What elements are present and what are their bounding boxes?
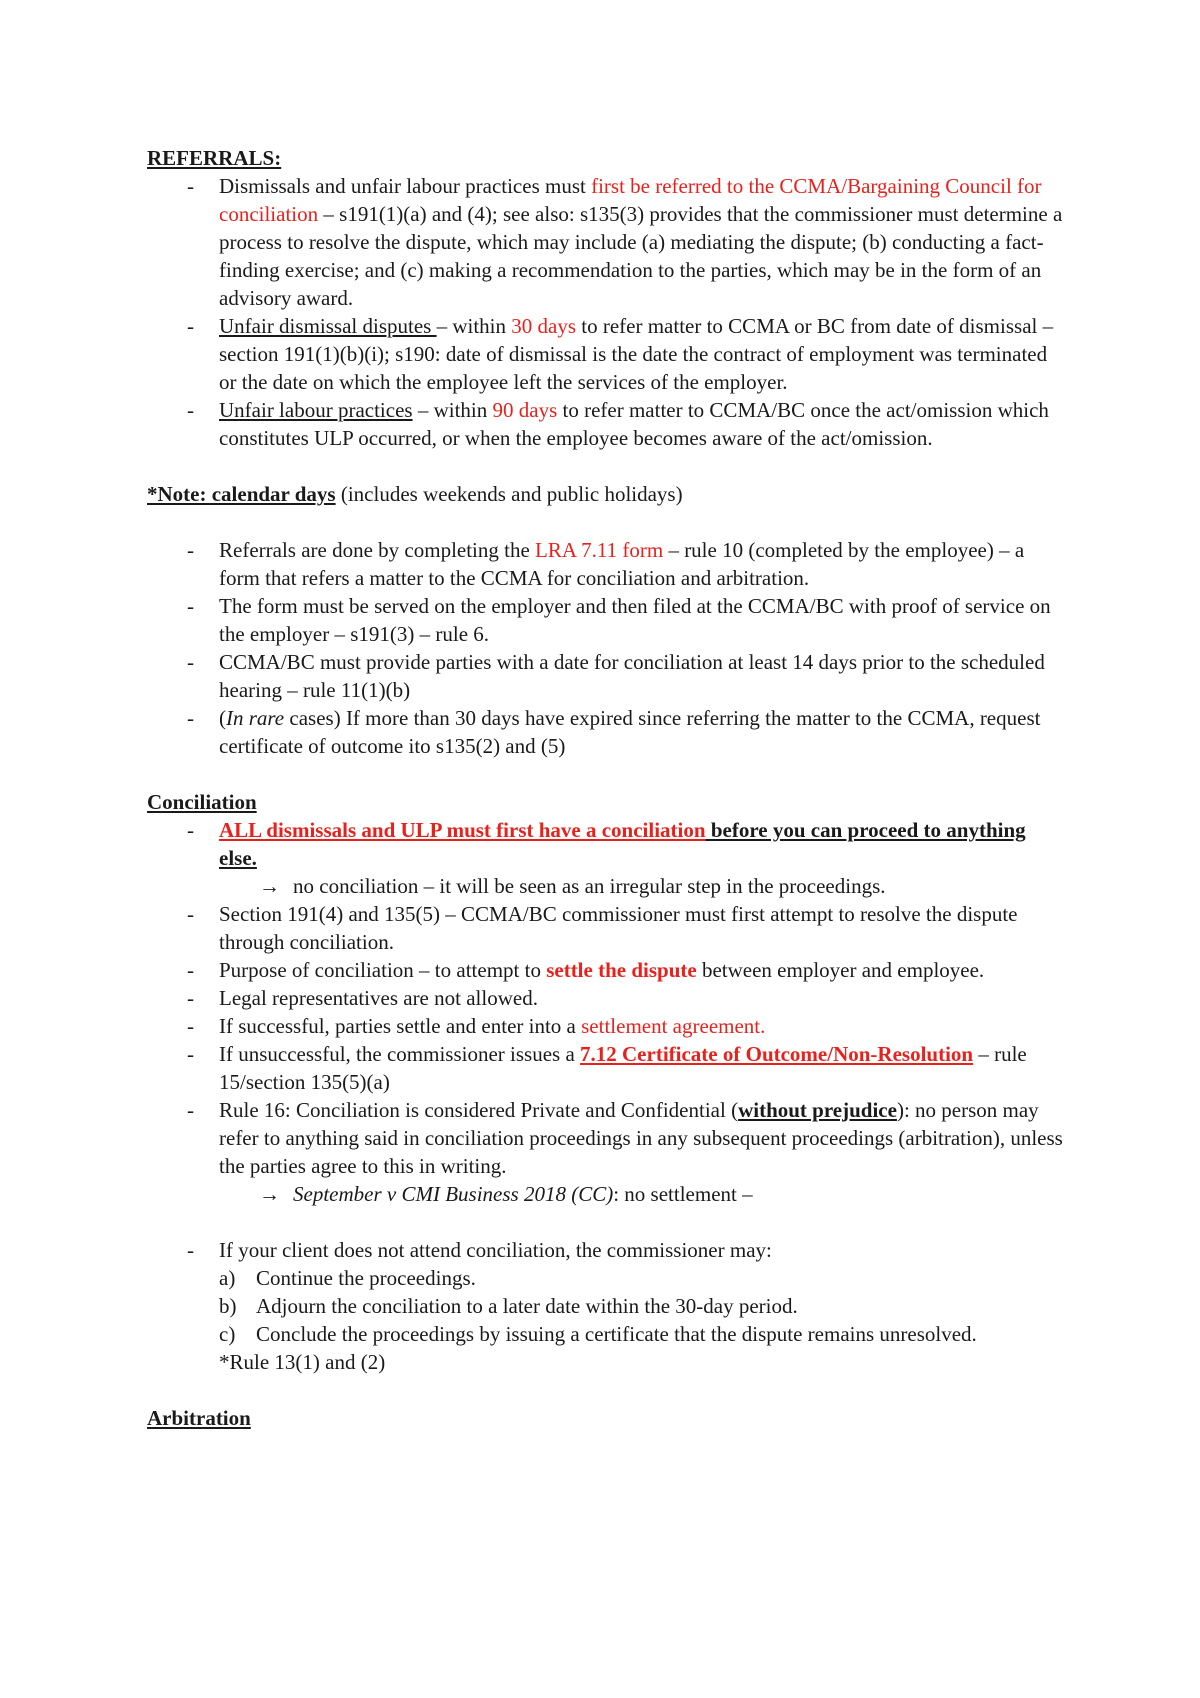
referrals-heading: REFERRALS: <box>147 146 282 170</box>
list-item: - Legal representatives are not allowed. <box>147 984 1067 1012</box>
document-page <box>147 144 1067 1432</box>
referral-process-list <box>147 536 1067 760</box>
list-item: - If your client does not attend conciliation, the commissioner may: a) Continue the proceedings. b) Adjourn the conciliation to a later date within the 30-day period. c) Conclude the proceedings by issuing a certificate that the dispute remains unresolved. *Rule 13(1) and (2) <box>147 1236 1067 1376</box>
conciliation-list <box>147 816 1067 1208</box>
list-item: - The form must be served on the employer and then filed at the CCMA/BC with proof of service on the employer – s191(3) – rule 6. <box>147 592 1067 648</box>
list-item: - CCMA/BC must provide parties with a date for conciliation at least 14 days prior to the scheduled hearing – rule 11(1)(b) <box>147 648 1067 704</box>
list-item: c) Conclude the proceedings by issuing a certificate that the dispute remains unresolved. <box>219 1322 977 1346</box>
arrow-right-icon: → <box>259 874 280 898</box>
list-item: - Unfair labour practices – within 90 days to refer matter to CCMA/BC once the act/omission which constitutes ULP occurred, or when the employee becomes aware of the act/omission. <box>147 396 1067 452</box>
list-item: a) Continue the proceedings. <box>219 1266 476 1290</box>
non-attendance-list <box>147 1236 1067 1376</box>
arbitration-heading: Arbitration <box>147 1406 251 1430</box>
calendar-days-note: *Note: calendar days (includes weekends and public holidays) <box>147 482 683 506</box>
list-item: - ALL dismissals and ULP must first have a conciliation before you can proceed to anything else. → no conciliation – it will be seen as an irregular step in the proceedings. <box>147 816 1067 900</box>
list-item: - Rule 16: Conciliation is considered Private and Confidential (without prejudice): no person may refer to anything said in conciliation proceedings in any subsequent proceedings (arbitration), unless the parties agree to this in writing. → September v CMI Business 2018 (CC): no settlement – <box>147 1096 1067 1208</box>
list-item: - Dismissals and unfair labour practices must first be referred to the CCMA/Bargaining Council for conciliation – s191(1)(a) and (4); see also: s135(3) provides that the commissioner must determine a process to resolve the dispute, which may include (a) mediating the dispute; (b) conducting a fact-finding exercise; and (c) making a recommendation to the parties, which may be in the form of an advisory award. <box>147 172 1067 312</box>
conciliation-heading: Conciliation <box>147 790 257 814</box>
list-item: - Unfair dismissal disputes – within 30 days to refer matter to CCMA or BC from date of dismissal – section 191(1)(b)(i); s190: date of dismissal is the date the contract of employment was terminated or the date on which the employee left the services of the employer. <box>147 312 1067 396</box>
list-item: b) Adjourn the conciliation to a later date within the 30-day period. <box>219 1294 798 1318</box>
referrals-list <box>147 172 1067 452</box>
list-item: - If unsuccessful, the commissioner issues a 7.12 Certificate of Outcome/Non-Resolution – rule 15/section 135(5)(a) <box>147 1040 1067 1096</box>
list-item: - If successful, parties settle and enter into a settlement agreement. <box>147 1012 1067 1040</box>
arrow-note: → no conciliation – it will be seen as an irregular step in the proceedings. <box>259 874 886 898</box>
arrow-right-icon: → <box>259 1182 280 1206</box>
list-item: - Section 191(4) and 135(5) – CCMA/BC commissioner must first attempt to resolve the dispute through conciliation. <box>147 900 1067 956</box>
list-item: - Referrals are done by completing the LRA 7.11 form – rule 10 (completed by the employee) – a form that refers a matter to the CCMA for conciliation and arbitration. <box>147 536 1067 592</box>
options-list <box>219 1264 1067 1348</box>
rule-reference: *Rule 13(1) and (2) <box>219 1350 386 1374</box>
arrow-note: → September v CMI Business 2018 (CC): no settlement – <box>259 1182 753 1206</box>
list-item: - (In rare cases) If more than 30 days have expired since referring the matter to the CCMA, request certificate of outcome ito s135(2) and (5) <box>147 704 1067 760</box>
list-item: - Purpose of conciliation – to attempt to settle the dispute between employer and employee. <box>147 956 1067 984</box>
